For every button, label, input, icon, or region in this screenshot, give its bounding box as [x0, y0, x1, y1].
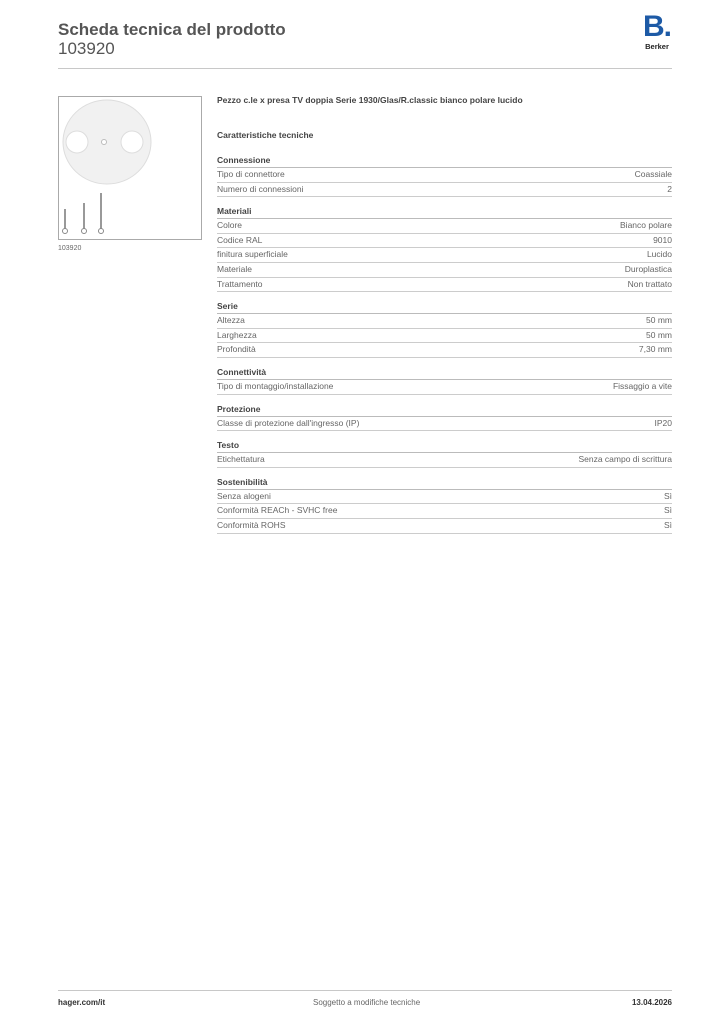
- spec-value: 9010: [653, 234, 672, 245]
- spec-row: [217, 248, 672, 263]
- header-divider: [58, 68, 672, 69]
- page-title: Scheda tecnica del prodotto: [58, 20, 286, 39]
- spec-row: [217, 314, 672, 329]
- spec-row: [217, 263, 672, 278]
- section-title: Materiali: [217, 205, 672, 219]
- product-name: Pezzo c.le x presa TV doppia Serie 1930/Glas/R.classic bianco polare lucido: [217, 95, 523, 105]
- spec-section: [217, 154, 672, 197]
- spec-value: Sì: [663, 490, 672, 501]
- spec-label: Colore: [217, 220, 243, 231]
- spec-row: [217, 329, 672, 344]
- spec-value: Lucido: [646, 249, 672, 260]
- spec-label: Tipo di montaggio/installazione: [217, 380, 334, 391]
- spec-value: Non trattato: [627, 278, 672, 289]
- spec-label: Profondità: [217, 344, 256, 355]
- spec-label: Conformità ROHS: [217, 519, 286, 530]
- spec-row: [217, 417, 672, 432]
- section-title: Connettività: [217, 366, 672, 380]
- spec-label: Codice RAL: [217, 234, 263, 245]
- section-title: Protezione: [217, 403, 672, 417]
- specs: [217, 95, 672, 534]
- spec-sections: [217, 154, 672, 534]
- spec-value: Senza campo di scrittura: [578, 454, 672, 465]
- spec-label: Conformità REACh - SVHC free: [217, 505, 338, 516]
- spec-row: [217, 278, 672, 293]
- spec-section: [217, 300, 672, 358]
- spec-row: [217, 234, 672, 249]
- section-title: Sostenibilità: [217, 476, 672, 490]
- spec-value: 50 mm: [646, 315, 672, 326]
- spec-section: [217, 439, 672, 468]
- spec-label: Trattamento: [217, 278, 263, 289]
- spec-label: Classe di protezione dall'ingresso (IP): [217, 417, 360, 428]
- spec-value: 50 mm: [646, 329, 672, 340]
- logo-name: Berker: [645, 42, 669, 51]
- spec-label: Etichettatura: [217, 454, 265, 465]
- section-title: Connessione: [217, 154, 672, 168]
- spec-section: [217, 205, 672, 292]
- spec-row: [217, 168, 672, 183]
- spec-row: [217, 343, 672, 358]
- footer-note: Soggetto a modifiche tecniche: [313, 998, 421, 1007]
- footer-website: hager.com/it: [58, 998, 106, 1007]
- spec-value: Coassiale: [634, 169, 672, 179]
- spec-value: 7,30 mm: [638, 344, 672, 355]
- spec-label: Larghezza: [217, 329, 257, 340]
- berker-logo: [640, 12, 674, 51]
- spec-row: [217, 183, 672, 198]
- spec-label: Numero di connessioni: [217, 183, 304, 194]
- spec-value: 2: [667, 183, 672, 194]
- spec-section: [217, 476, 672, 534]
- spec-value: Bianco polare: [620, 220, 672, 231]
- spec-section: [217, 403, 672, 432]
- spec-label: Materiale: [217, 263, 252, 274]
- spec-row: [217, 490, 672, 505]
- spec-value: Sì: [663, 505, 672, 516]
- product-code: 103920: [58, 39, 115, 58]
- logo-mark: B.: [643, 10, 671, 43]
- section-title: Testo: [217, 439, 672, 453]
- spec-row: [217, 219, 672, 234]
- spec-row: [217, 380, 672, 395]
- section-title: Serie: [217, 300, 672, 314]
- footer-divider: [58, 990, 672, 991]
- product-image: [58, 96, 202, 240]
- spec-label: Senza alogeni: [217, 490, 271, 501]
- spec-row: [217, 519, 672, 534]
- specs-heading: Caratteristiche tecniche: [217, 130, 314, 140]
- spec-row: [217, 504, 672, 519]
- spec-label: Altezza: [217, 315, 245, 326]
- spec-label: Tipo di connettore: [217, 169, 285, 179]
- spec-value: Sì: [663, 519, 672, 530]
- spec-value: IP20: [654, 417, 672, 428]
- spec-label: finitura superficiale: [217, 249, 288, 260]
- spec-section: [217, 366, 672, 395]
- spec-row: [217, 453, 672, 468]
- spec-value: Duroplastica: [624, 263, 672, 274]
- image-caption: 103920: [58, 245, 82, 252]
- footer-date: 13.04.2026: [631, 998, 672, 1007]
- spec-value: Fissaggio a vite: [612, 380, 672, 391]
